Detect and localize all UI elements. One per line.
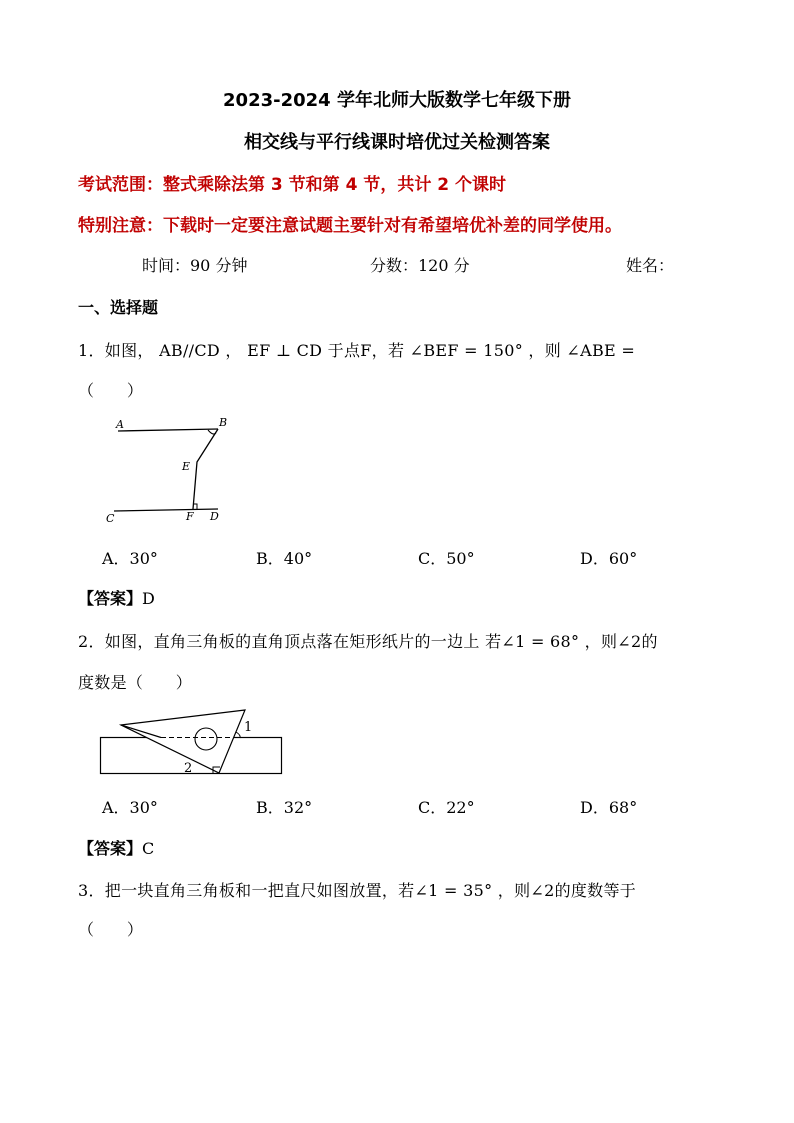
question-2-option-c[interactable]: C．22° [418, 798, 475, 817]
fig1-label-f: F [186, 510, 194, 523]
question-2-option-a[interactable]: A．30° [102, 798, 158, 817]
question-1-option-d[interactable]: D．60° [580, 549, 638, 568]
question-2-option-b[interactable]: B．32° [256, 798, 313, 817]
question-1-figure [100, 410, 240, 530]
fig2-label-2: 2 [184, 761, 193, 776]
fig1-label-e: E [182, 460, 191, 473]
question-2-answer [78, 836, 154, 859]
answer-value: D [142, 589, 155, 608]
question-3-stem: 3．把一块直角三角板和一把直尺如图放置，若∠1 = 35° ，则∠2的度数等于 [78, 881, 637, 900]
fig1-label-a: A [116, 418, 124, 431]
exam-time: 时间：90 分钟 [142, 256, 248, 275]
question-1-option-a[interactable]: A．30° [102, 549, 158, 568]
question-1-answer [78, 586, 155, 609]
question-1-stem: 1．如图， AB//CD ， EF ⊥ CD 于点F，若 ∠BEF = 150° ，则 ∠ABE = [78, 341, 636, 360]
answer-prefix: 【答案】 [78, 589, 143, 608]
doc-title-line1: 2023-2024 学年北师大版数学七年级下册 [223, 90, 571, 111]
question-1-option-c[interactable]: C．50° [418, 549, 475, 568]
question-2-line2: 度数是（ ） [78, 673, 193, 692]
question-3-blank: （ ） [78, 920, 144, 939]
question-2-figure [96, 702, 292, 780]
exam-scope: 考试范围：整式乘除法第 3 节和第 4 节，共计 2 个课时 [78, 175, 506, 195]
student-name-label: 姓名： [626, 256, 675, 275]
fig1-label-d: D [210, 510, 219, 523]
doc-title-line2: 相交线与平行线课时培优过关检测答案 [244, 132, 550, 153]
question-1-blank: （ ） [78, 381, 144, 400]
fig1-label-b: B [219, 416, 228, 429]
fig1-label-c: C [106, 512, 115, 525]
special-notice: 特别注意：下载时一定要注意试题主要针对有希望培优补差的同学使用。 [78, 216, 622, 236]
question-2-option-d[interactable]: D．68° [580, 798, 638, 817]
section-heading: 一、选择题 [78, 298, 159, 317]
question-2-stem: 2．如图，直角三角板的直角顶点落在矩形纸片的一边上 若∠1 = 68° ，则∠2的 [78, 632, 658, 651]
answer-prefix: 【答案】 [78, 839, 143, 858]
exam-score: 分数：120 分 [370, 256, 470, 275]
fig2-label-1: 1 [244, 720, 253, 735]
answer-value: C [142, 839, 155, 858]
question-1-option-b[interactable]: B．40° [256, 549, 313, 568]
